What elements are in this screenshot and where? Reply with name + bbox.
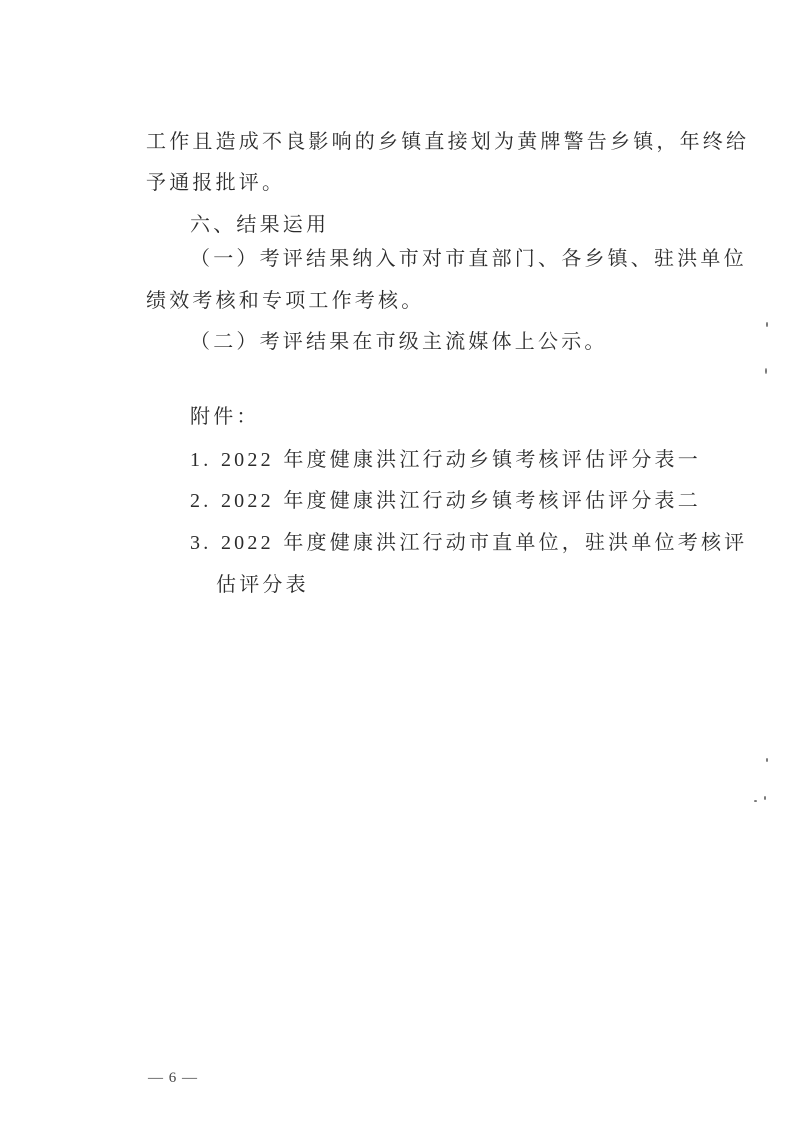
page-number: — 6 — (148, 1070, 198, 1086)
scan-speck (764, 796, 766, 800)
paragraph-line: 工作且造成不良影响的乡镇直接划为黄牌警告乡镇，年终给 (146, 129, 750, 153)
attachment-item-2 (190, 487, 701, 514)
section-heading: 六、结果运用 (190, 212, 330, 236)
scan-speck (765, 368, 767, 374)
attachment-title: 年度健康洪江行动市直单位，驻洪单位考核评 (283, 530, 748, 554)
scan-speck (754, 800, 757, 802)
attachment-year: 2022 (220, 449, 274, 471)
attachment-title: 年度健康洪江行动乡镇考核评估评分表一 (283, 447, 701, 471)
scan-speck (766, 758, 768, 762)
list-item-line: （二）考评结果在市级主流媒体上公示。 (190, 329, 608, 353)
attachment-title: 年度健康洪江行动乡镇考核评估评分表二 (283, 488, 701, 512)
attachment-number: 1. (190, 449, 212, 471)
attachment-year: 2022 (220, 490, 274, 512)
attachment-item-3-continuation: 估评分表 (216, 572, 309, 596)
attachment-number: 3. (190, 532, 212, 554)
paragraph-line: 予通报批评。 (146, 170, 286, 194)
attachment-year: 2022 (220, 532, 274, 554)
list-item-line: （一）考评结果纳入市对市直部门、各乡镇、驻洪单位 (190, 246, 747, 270)
attachment-item-1 (190, 446, 701, 473)
attachments-label: 附件： (190, 404, 260, 428)
attachment-item-3 (190, 529, 747, 556)
attachment-number: 2. (190, 490, 212, 512)
scan-speck (766, 322, 768, 327)
list-item-line: 绩效考核和专项工作考核。 (146, 288, 425, 312)
